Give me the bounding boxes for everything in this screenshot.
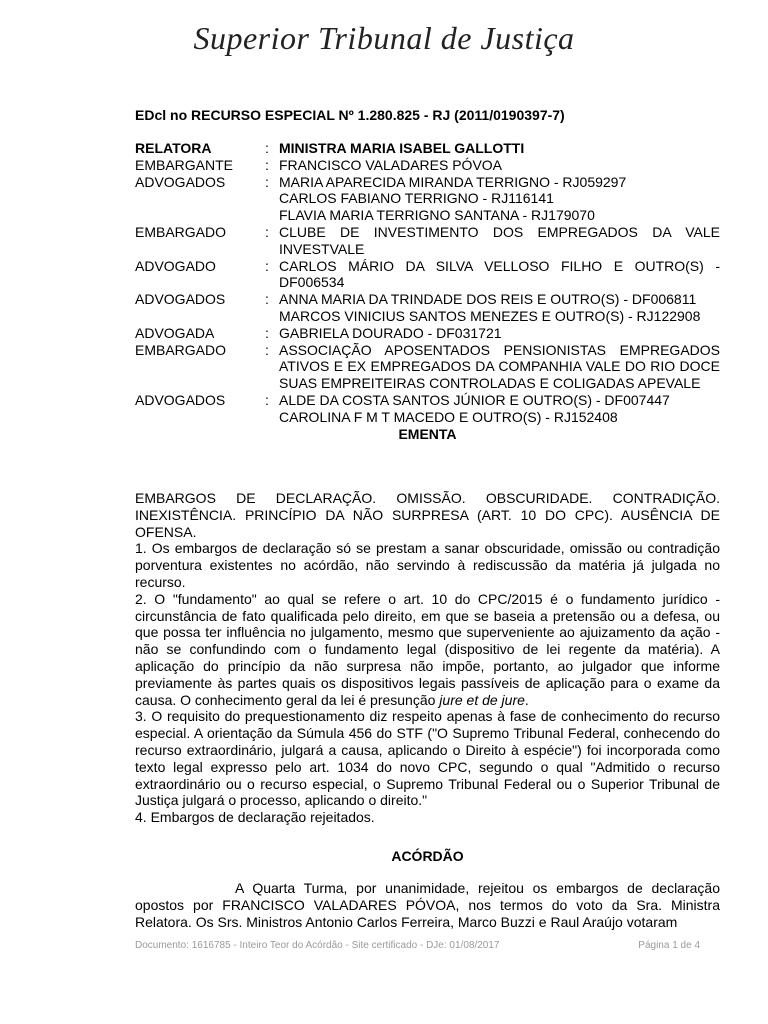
party-names bbox=[279, 325, 720, 342]
party-name: ANNA MARIA DA TRINDADE DOS REIS E OUTRO(S) - DF006811 bbox=[279, 291, 697, 308]
party-name: MINISTRA MARIA ISABEL GALLOTTI bbox=[279, 140, 525, 156]
ementa-item-4: 4. Embargos de declaração rejeitados. bbox=[135, 809, 375, 826]
footer-page-number: Página 1 de 4 bbox=[638, 940, 700, 951]
party-separator: : bbox=[265, 140, 269, 156]
party-row bbox=[135, 174, 720, 224]
party-names bbox=[279, 291, 720, 325]
party-row bbox=[135, 157, 720, 174]
ementa-body bbox=[135, 490, 720, 826]
ementa-heading: EMBARGOS DE DECLARAÇÃO. OMISSÃO. OBSCURIDADE. CONTRADIÇÃO. INEXISTÊNCIA. PRINCÍPIO DA NÃO SURPRESA (ART. 10 DO CPC). AUSÊNCIA DE OFENSA. bbox=[135, 490, 720, 540]
page-footer bbox=[135, 940, 700, 951]
party-name: GABRIELA DOURADO - DF031721 bbox=[279, 324, 502, 341]
party-name: MARCOS VINICIUS SANTOS MENEZES E OUTRO(S) - RJ122908 bbox=[279, 307, 701, 324]
party-role: EMBARGANTE bbox=[135, 156, 234, 173]
party-names bbox=[279, 224, 720, 258]
party-row bbox=[135, 392, 720, 426]
party-name: CARLOS FABIANO TERRIGNO - RJ116141 bbox=[279, 190, 554, 207]
acordao-text: A Quarta Turma, por unanimidade, rejeitou os embargos de declaração opostos por FRANCISCO VALADARES PÓVOA, nos termos do voto da Sra. Ministra Relatora. Os Srs. Ministros Antonio Carlos Ferreira, Marco Buzzi e Raul Araújo votaram bbox=[135, 880, 720, 930]
party-separator: : bbox=[265, 324, 269, 341]
party-separator: : bbox=[265, 156, 269, 173]
party-row bbox=[135, 258, 720, 292]
ementa-item-3: 3. O requisito do prequestionamento diz respeito apenas à fase de conhecimento do recurso especial. A orientação da Súmula 456 do STF ("O Supremo Tribunal Federal, conhecendo do recurso extraordinário, julgará a causa, aplicando o Direito à espécie") foi incorporada como texto legal expresso pelo art. 1034 do novo CPC, segundo o qual "Admitido o recurso extraordinário ou o recurso especial, o Supremo Tribunal Federal ou o Superior Tribunal de Justiça julgará o processo, aplicando o direito." bbox=[135, 708, 720, 809]
party-role: ADVOGADOS bbox=[135, 391, 226, 408]
party-name: CAROLINA F M T MACEDO E OUTRO(S) - RJ152408 bbox=[279, 408, 618, 425]
ementa-item-2 bbox=[135, 591, 720, 709]
party-role: RELATORA bbox=[135, 140, 212, 156]
footer-document-info: Documento: 1616785 - Inteiro Teor do Acórdão - Site certificado - DJe: 01/08/2017 bbox=[135, 940, 500, 951]
ementa-item-1: 1. Os embargos de declaração só se prestam a sanar obscuridade, omissão ou contradição porventura existentes no acórdão, não servindo à rediscussão da matéria já julgada no recurso. bbox=[135, 540, 720, 590]
acordao-title: ACÓRDÃO bbox=[391, 848, 464, 864]
party-name: MARIA APARECIDA MIRANDA TERRIGNO - RJ059297 bbox=[279, 173, 627, 190]
party-role: EMBARGADO bbox=[135, 341, 227, 358]
party-names bbox=[279, 392, 720, 426]
party-separator: : bbox=[265, 341, 269, 358]
court-logo: Superior Tribunal de Justiça bbox=[193, 20, 575, 56]
party-row bbox=[135, 224, 720, 258]
party-separator: : bbox=[265, 257, 269, 274]
party-role: EMBARGADO bbox=[135, 223, 227, 240]
party-names bbox=[279, 140, 720, 157]
party-role: ADVOGADO bbox=[135, 257, 216, 274]
party-names bbox=[279, 342, 720, 392]
ementa-item-2-latin: jure et de jure bbox=[439, 691, 525, 708]
party-separator: : bbox=[265, 291, 269, 308]
party-name: FLAVIA MARIA TERRIGNO SANTANA - RJ179070 bbox=[279, 207, 595, 224]
party-row bbox=[135, 325, 720, 342]
ementa-item-2-end: . bbox=[524, 691, 529, 708]
ementa-item-2-text: 2. O "fundamento" ao qual se refere o art. 10 do CPC/2015 é o fundamento jurídico - circunstância de fato qualificada pelo direito, em que se baseia a pretensão ou a defesa, ou que possa ter influência no julgamento, mesmo que superveniente ao ajuizamento da ação - não se confundindo com o fundamento legal (dispositivo de lei regente da matéria). A aplicação do princípio da não surpresa não impõe, portanto, ao julgador que informe previamente às partes quais os dispositivos legais passíveis de aplicação para o exame da causa. O conhecimento geral da lei é presunção bbox=[135, 590, 720, 708]
party-separator: : bbox=[265, 391, 269, 408]
party-name: CARLOS MÁRIO DA SILVA VELLOSO FILHO E OUTRO(S) - DF006534 bbox=[279, 257, 720, 291]
party-name: ALDE DA COSTA SANTOS JÚNIOR E OUTRO(S) - DF007447 bbox=[279, 391, 670, 408]
party-name: FRANCISCO VALADARES PÓVOA bbox=[279, 156, 503, 173]
party-row bbox=[135, 291, 720, 325]
party-separator: : bbox=[265, 223, 269, 240]
document-title: EDcl no RECURSO ESPECIAL Nº 1.280.825 - RJ (2011/0190397-7) bbox=[135, 107, 565, 123]
party-row bbox=[135, 342, 720, 392]
party-names bbox=[279, 258, 720, 292]
parties-block bbox=[135, 140, 720, 442]
party-role: ADVOGADOS bbox=[135, 173, 226, 190]
party-names bbox=[279, 157, 720, 174]
party-role: ADVOGADA bbox=[135, 324, 215, 341]
party-name: ASSOCIAÇÃO APOSENTADOS PENSIONISTAS EMPREGADOS ATIVOS E EX EMPREGADOS DA COMPANHIA VALE DO RIO DOCE SUAS EMPREITEIRAS CONTROLADAS E COLIGADAS APEVALE bbox=[279, 341, 720, 392]
party-names bbox=[279, 174, 720, 224]
party-row bbox=[135, 140, 720, 157]
party-role: ADVOGADOS bbox=[135, 291, 226, 308]
ementa-title: EMENTA bbox=[398, 425, 457, 442]
party-name: CLUBE DE INVESTIMENTO DOS EMPREGADOS DA VALE INVESTVALE bbox=[279, 223, 720, 257]
acordao-text-block bbox=[135, 880, 720, 931]
party-separator: : bbox=[265, 173, 269, 190]
